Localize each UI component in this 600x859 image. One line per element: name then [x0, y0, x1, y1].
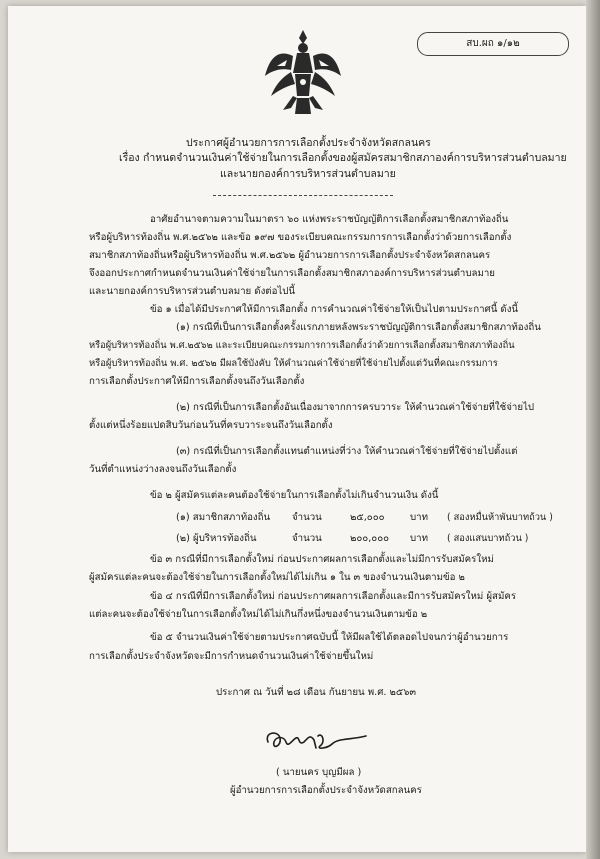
limit-label: (๑) สมาชิกสภาท้องถิ่น — [176, 512, 271, 523]
body-line: แต่ละคนจะต้องใช้จ่ายในการเลือกตั้งใหม่ได้ไม่เกินกึ่งหนึ่งของจำนวนเงินตามข้อ ๒ — [89, 609, 428, 620]
announcement-subject: เรื่อง กำหนดจำนวนเงินค่าใช้จ่ายในการเลือกตั้งของผู้สมัครสมาชิกสภาองค์การบริหารส่วนตำบลมาย — [119, 152, 567, 164]
announcement-date: ประกาศ ณ วันที่ ๒๘ เดือน กันยายน พ.ศ. ๒๕๖๓ — [216, 687, 416, 698]
body-line: ผู้สมัครแต่ละคนจะต้องใช้จ่ายในการเลือกตั้งใหม่ได้ไม่เกิน ๑ ใน ๓ ของจำนวนเงินตามข้อ ๒ — [89, 572, 465, 583]
announcement-subject-cont: และนายกองค์การบริหารส่วนตำบลมาย — [220, 168, 396, 180]
body-line: (๒) กรณีที่เป็นการเลือกตั้งอันเนื่องมาจากการครบวาระ ให้คำนวณค่าใช้จ่ายที่ใช้จ่ายไป — [176, 402, 535, 413]
clause-4: ข้อ ๔ กรณีที่มีการเลือกตั้งใหม่ ก่อนประกาศผลการเลือกตั้งและมีการรับสมัครใหม่ ผู้สมัคร — [150, 591, 517, 602]
body-line: (๑) กรณีที่เป็นการเลือกตั้งครั้งแรกภายหลังพระราชบัญญัติการเลือกตั้งสมาชิกสภาท้องถิ่น — [176, 322, 541, 333]
page-edge-shadow — [586, 0, 600, 859]
title-divider — [213, 195, 393, 196]
body-line: อาศัยอำนาจตามความในมาตรา ๖๐ แห่งพระราชบัญญัติการเลือกตั้งสมาชิกสภาท้องถิ่น — [150, 214, 509, 225]
body-line: การเลือกตั้งประกาศให้มีการเลือกตั้งจนถึงวันเลือกตั้ง — [89, 376, 305, 387]
body-line: และนายกองค์การบริหารส่วนตำบลมาย ดังต่อไปนี้ — [89, 286, 296, 297]
limit-unit: บาท — [410, 533, 428, 544]
clause-1: ข้อ ๑ เมื่อได้มีประกาศให้มีการเลือกตั้ง การคำนวณค่าใช้จ่ายให้เป็นไปตามประกาศนี้ ดังนี้ — [150, 304, 519, 315]
garuda-emblem-icon — [263, 26, 343, 121]
body-line: การเลือกตั้งประจำจังหวัดจะมีการกำหนดจำนวนเงินค่าใช้จ่ายขึ้นใหม่ — [89, 651, 374, 662]
limit-amount: ๒๕,๐๐๐ — [350, 512, 385, 523]
document-number-stamp: สบ.ผถ ๑/๑๒ — [417, 32, 569, 56]
clause-2: ข้อ ๒ ผู้สมัครแต่ละคนต้องใช้จ่ายในการเลือกตั้งไม่เกินจำนวนเงิน ดังนี้ — [150, 490, 439, 501]
signatory-name: ( นายนคร บุญมีผล ) — [276, 767, 362, 778]
body-line: สมาชิกสภาท้องถิ่นหรือผู้บริหารท้องถิ่น พ.ศ.๒๕๖๒ ผู้อำนวยการการเลือกตั้งประจำจังหวัดสกลนคร — [89, 250, 491, 261]
signatory-position: ผู้อำนวยการการเลือกตั้งประจำจังหวัดสกลนคร — [230, 785, 422, 796]
body-line: วันที่ตำแหน่งว่างลงจนถึงวันเลือกตั้ง — [89, 464, 237, 475]
limit-text: ( สองหมื่นห้าพันบาทถ้วน ) — [447, 512, 553, 523]
signature-icon — [262, 722, 372, 760]
clause-3: ข้อ ๓ กรณีที่มีการเลือกตั้งใหม่ ก่อนประกาศผลการเลือกตั้งและไม่มีการรับสมัครใหม่ — [150, 554, 494, 565]
limit-word: จำนวน — [292, 533, 322, 544]
body-line: (๓) กรณีที่เป็นการเลือกตั้งแทนตำแหน่งที่ว่าง ให้คำนวณค่าใช้จ่ายที่ใช้จ่ายไปตั้งแต่ — [176, 446, 518, 457]
body-line: จึงออกประกาศกำหนดจำนวนเงินค่าใช้จ่ายในการเลือกตั้งสมาชิกสภาองค์การบริหารส่วนตำบลมาย — [89, 268, 495, 279]
limit-text: ( สองแสนบาทถ้วน ) — [447, 533, 529, 544]
limit-word: จำนวน — [292, 512, 322, 523]
limit-unit: บาท — [410, 512, 428, 523]
announcement-title: ประกาศผู้อำนวยการการเลือกตั้งประจำจังหวัดสกลนคร — [186, 137, 431, 149]
limit-label: (๒) ผู้บริหารท้องถิ่น — [176, 533, 257, 544]
body-line: หรือผู้บริหารท้องถิ่น พ.ศ.๒๕๖๒ และระเบียบคณะกรรมการการเลือกตั้งว่าด้วยการเลือกตั้งสมาชิกสภาท้องถิ่น — [89, 340, 515, 351]
limit-amount: ๒๐๐,๐๐๐ — [350, 533, 390, 544]
body-line: หรือผู้บริหารท้องถิ่น พ.ศ. ๒๕๖๒ มีผลใช้บังคับ ให้คำนวณค่าใช้จ่ายที่ใช้จ่ายไปตั้งแต่วันที่คณะกรรมการ — [89, 358, 498, 369]
body-line: ตั้งแต่หนึ่งร้อยแปดสิบวันก่อนวันที่ครบวาระจนถึงวันเลือกตั้ง — [89, 420, 333, 431]
clause-5: ข้อ ๕ จำนวนเงินค่าใช้จ่ายตามประกาศฉบับนี้ ให้มีผลใช้ได้ตลอดไปจนกว่าผู้อำนวยการ — [150, 632, 509, 643]
body-line: หรือผู้บริหารท้องถิ่น พ.ศ.๒๕๖๒ และข้อ ๑๙๗ ของระเบียบคณะกรรมการการเลือกตั้งว่าด้วยการเลือกตั้ง — [89, 232, 512, 243]
